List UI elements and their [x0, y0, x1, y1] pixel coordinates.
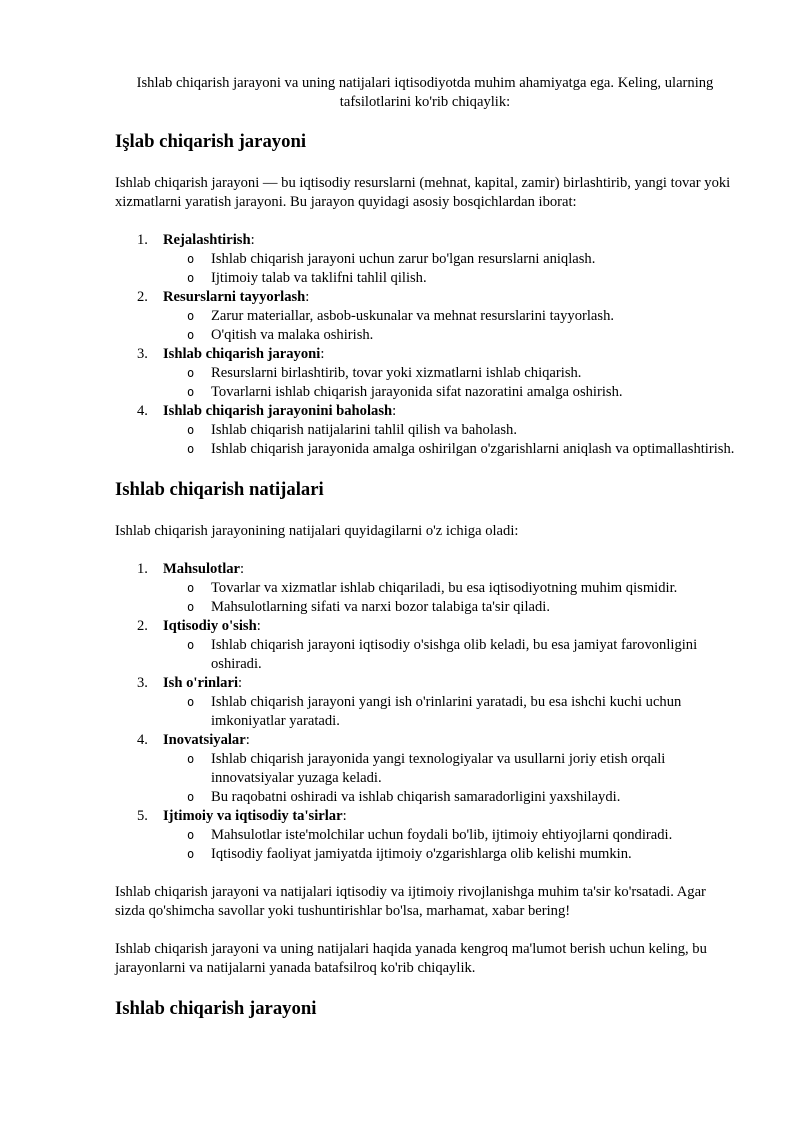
- sub-list-item: [163, 788, 735, 807]
- sub-list-text: O'qitish va malaka oshirish.: [211, 327, 374, 343]
- circle-bullet-icon: o: [187, 328, 195, 342]
- list-item: 4. Ishlab chiqarish jarayonini baholash: o Ishlab chiqarish natijalarini tahlil qilish va baholash. o Ishlab chiqarish jarayonida amalga oshirilgan o'zgarishlarni aniqlash va optimallashtirish.: [137, 403, 735, 457]
- sub-list-text: Ishlab chiqarish jarayoni iqtisodiy o'sishga olib keladi, bu esa jamiyat farovonligini oshiradi.: [211, 637, 698, 672]
- circle-bullet-icon: o: [187, 385, 195, 399]
- sub-list-item: [163, 750, 735, 788]
- section1-steps-list: [115, 231, 735, 459]
- sub-list-text: Mahsulotlarning sifati va narxi bozor talabiga ta'sir qiladi.: [211, 599, 551, 615]
- sub-list-text: Tovarlarni ishlab chiqarish jarayonida sifat nazoratini amalga oshirish.: [211, 384, 623, 400]
- list-item-title: Mahsulotlar: [163, 561, 241, 577]
- sub-list-text: Resurslarni birlashtirib, tovar yoki xizmatlarni ishlab chiqarish.: [211, 365, 582, 381]
- circle-bullet-icon: o: [187, 847, 195, 861]
- list-item: 2. Resurslarni tayyorlash: o Zarur materiallar, asbob-uskunalar va mehnat resurslarini tayyorlash. o O'qitish va malaka oshirish.: [115, 288, 735, 345]
- list-item-title: Ishlab chiqarish jarayoni: [163, 346, 321, 362]
- list-number: 1.: [137, 232, 148, 248]
- circle-bullet-icon: o: [187, 252, 195, 266]
- circle-bullet-icon: o: [187, 442, 195, 456]
- sub-list-text: Bu raqobatni oshiradi va ishlab chiqarish samaradorligini yaxshilaydi.: [211, 789, 621, 805]
- sub-list-item: [163, 421, 735, 440]
- list-item-title: Ijtimoiy va iqtisodiy ta'sirlar: [163, 808, 343, 824]
- list-number: 2.: [137, 618, 148, 634]
- sub-list-item: [163, 636, 735, 674]
- sub-list-text: Tovarlar va xizmatlar ishlab chiqariladi, bu esa iqtisodiyotning muhim qismidir.: [211, 580, 678, 596]
- sub-list: [163, 579, 735, 617]
- list-item-title: Iqtisodiy o'sish: [163, 618, 257, 634]
- sub-list-item: [163, 326, 735, 345]
- list-item: 1. Rejalashtirish: o Ishlab chiqarish jarayoni uchun zarur bo'lgan resurslarni aniqlash. o Ijtimoiy talab va taklifni tahlil qilish.: [115, 231, 735, 288]
- sub-list-item: [163, 250, 735, 269]
- circle-bullet-icon: o: [187, 581, 195, 595]
- circle-bullet-icon: o: [187, 828, 195, 842]
- circle-bullet-icon: o: [187, 790, 195, 804]
- sub-list-text: Ishlab chiqarish jarayoni uchun zarur bo'lgan resurslarni aniqlash.: [211, 251, 596, 267]
- sub-list-item: [163, 269, 735, 288]
- sub-list: [163, 307, 735, 345]
- circle-bullet-icon: o: [187, 366, 195, 380]
- list-item-title: Ish o'rinlari: [163, 675, 239, 691]
- section2-results-list: [115, 560, 735, 864]
- closing-paragraph-2: Ishlab chiqarish jarayoni va uning natijalari haqida yanada kengroq ma'lumot berish uchun keling, bu jarayonlarni va natijalarni yanada batafsilroq ko'rib chiqaylik.: [115, 941, 707, 976]
- sub-list-item: [163, 845, 735, 864]
- section3-heading: Ishlab chiqarish jarayoni: [115, 998, 317, 1019]
- list-item-title: Resurslarni tayyorlash: [163, 289, 306, 305]
- circle-bullet-icon: o: [187, 752, 195, 766]
- sub-list-text: Ishlab chiqarish jarayonida yangi texnologiyalar va usullarni joriy etish orqali innovatsiyalar yuzaga keladi.: [211, 751, 666, 786]
- list-item-title: Ishlab chiqarish jarayonini baholash: [163, 403, 393, 419]
- list-number: 3.: [137, 675, 148, 691]
- list-item: 3. Ish o'rinlari: o Ishlab chiqarish jarayoni yangi ish o'rinlarini yaratadi, bu esa ishchi kuchi uchun imkoniyatlar yaratadi.: [115, 674, 735, 731]
- list-number: 2.: [137, 289, 148, 305]
- circle-bullet-icon: o: [187, 423, 195, 437]
- sub-list-item: [163, 598, 735, 617]
- sub-list: [163, 826, 735, 864]
- list-item: 3. Ishlab chiqarish jarayoni: o Resurslarni birlashtirib, tovar yoki xizmatlarni ishlab chiqarish. o Tovarlarni ishlab chiqarish jarayonida sifat nazoratini amalga oshirish.: [115, 345, 735, 402]
- sub-list: [163, 250, 735, 288]
- sub-list-item: [163, 364, 735, 383]
- section2-paragraph: Ishlab chiqarish jarayonining natijalari quyidagilarni o'z ichiga oladi:: [115, 523, 519, 539]
- sub-list-text: Ishlab chiqarish jarayoni yangi ish o'rinlarini yaratadi, bu esa ishchi kuchi uchun imkoniyatlar yaratadi.: [211, 694, 682, 729]
- sub-list: [163, 750, 735, 807]
- sub-list-item: [163, 579, 735, 598]
- list-number: 3.: [137, 346, 148, 362]
- section1-paragraph: Ishlab chiqarish jarayoni — bu iqtisodiy resurslarni (mehnat, kapital, zamir) birlashtirib, yangi tovar yoki xizmatlarni yaratish jarayoni. Bu jarayon quyidagi asosiy bosqichlardan iborat:: [115, 175, 731, 210]
- document-page: [115, 74, 735, 1041]
- list-number: 4.: [137, 403, 148, 419]
- sub-list: [163, 421, 735, 459]
- list-item-title: Rejalashtirish: [163, 232, 251, 248]
- sub-list-text: Ishlab chiqarish natijalarini tahlil qilish va baholash.: [211, 422, 517, 438]
- sub-list-text: Mahsulotlar iste'molchilar uchun foydali bo'lib, ijtimoiy ehtiyojlarni qondiradi.: [211, 827, 673, 843]
- list-item-title: Inovatsiyalar: [163, 732, 246, 748]
- intro-paragraph: Ishlab chiqarish jarayoni va uning natijalari iqtisodiyotda muhim ahamiyatga ega. Keling, ularning tafsilotlarini ko'rib chiqaylik:: [136, 75, 714, 110]
- circle-bullet-icon: o: [187, 695, 195, 709]
- list-number: 4.: [137, 732, 148, 748]
- sub-list: [163, 636, 735, 674]
- sub-list: [163, 693, 735, 731]
- sub-list-item: [163, 307, 735, 326]
- list-item: 4. Inovatsiyalar: o Ishlab chiqarish jarayonida yangi texnologiyalar va usullarni joriy etish orqali innovatsiyalar yuzaga keladi. o Bu raqobatni oshiradi va ishlab chiqarish samaradorligini yaxshilaydi.: [115, 731, 735, 807]
- sub-list-text: Ijtimoiy talab va taklifni tahlil qilish.: [211, 270, 427, 286]
- list-item: 5. Ijtimoiy va iqtisodiy ta'sirlar: o Mahsulotlar iste'molchilar uchun foydali bo'lib, ijtimoiy ehtiyojlarni qondiradi. o Iqtisodiy faoliyat jamiyatda ijtimoiy o'zgarishlarga olib kelishi mumkin.: [115, 807, 735, 864]
- list-number: 5.: [137, 808, 148, 824]
- list-item: 1. Mahsulotlar: o Tovarlar va xizmatlar ishlab chiqariladi, bu esa iqtisodiyotning muhim qismidir. o Mahsulotlarning sifati va narxi bozor talabiga ta'sir qiladi.: [115, 560, 735, 617]
- section1-heading: Işlab chiqarish jarayoni: [115, 131, 307, 152]
- sub-list-item: [163, 826, 735, 845]
- closing-paragraph-1: Ishlab chiqarish jarayoni va natijalari iqtisodiy va ijtimoiy rivojlanishga muhim ta'sir ko'rsatadi. Agar sizda qo'shimcha savollar yoki tushuntirishlar bo'lsa, marhamat, xabar bering!: [115, 884, 706, 919]
- circle-bullet-icon: o: [187, 309, 195, 323]
- circle-bullet-icon: o: [187, 271, 195, 285]
- sub-list-text: Ishlab chiqarish jarayonida amalga oshirilgan o'zgarishlarni aniqlash va optimallashtirish.: [211, 441, 735, 457]
- circle-bullet-icon: o: [187, 638, 195, 652]
- sub-list: [163, 364, 735, 402]
- sub-list-text: Iqtisodiy faoliyat jamiyatda ijtimoiy o'zgarishlarga olib kelishi mumkin.: [211, 846, 632, 862]
- sub-list-text: Zarur materiallar, asbob-uskunalar va mehnat resurslarini tayyorlash.: [211, 308, 615, 324]
- sub-list-item: [163, 383, 735, 402]
- section2-heading: Ishlab chiqarish natijalari: [115, 479, 324, 500]
- list-item: 2. Iqtisodiy o'sish: o Ishlab chiqarish jarayoni iqtisodiy o'sishga olib keladi, bu esa jamiyat farovonligini oshiradi.: [115, 617, 735, 674]
- sub-list-item: [163, 440, 735, 459]
- circle-bullet-icon: o: [187, 600, 195, 614]
- sub-list-item: [163, 693, 735, 731]
- list-number: 1.: [137, 561, 148, 577]
